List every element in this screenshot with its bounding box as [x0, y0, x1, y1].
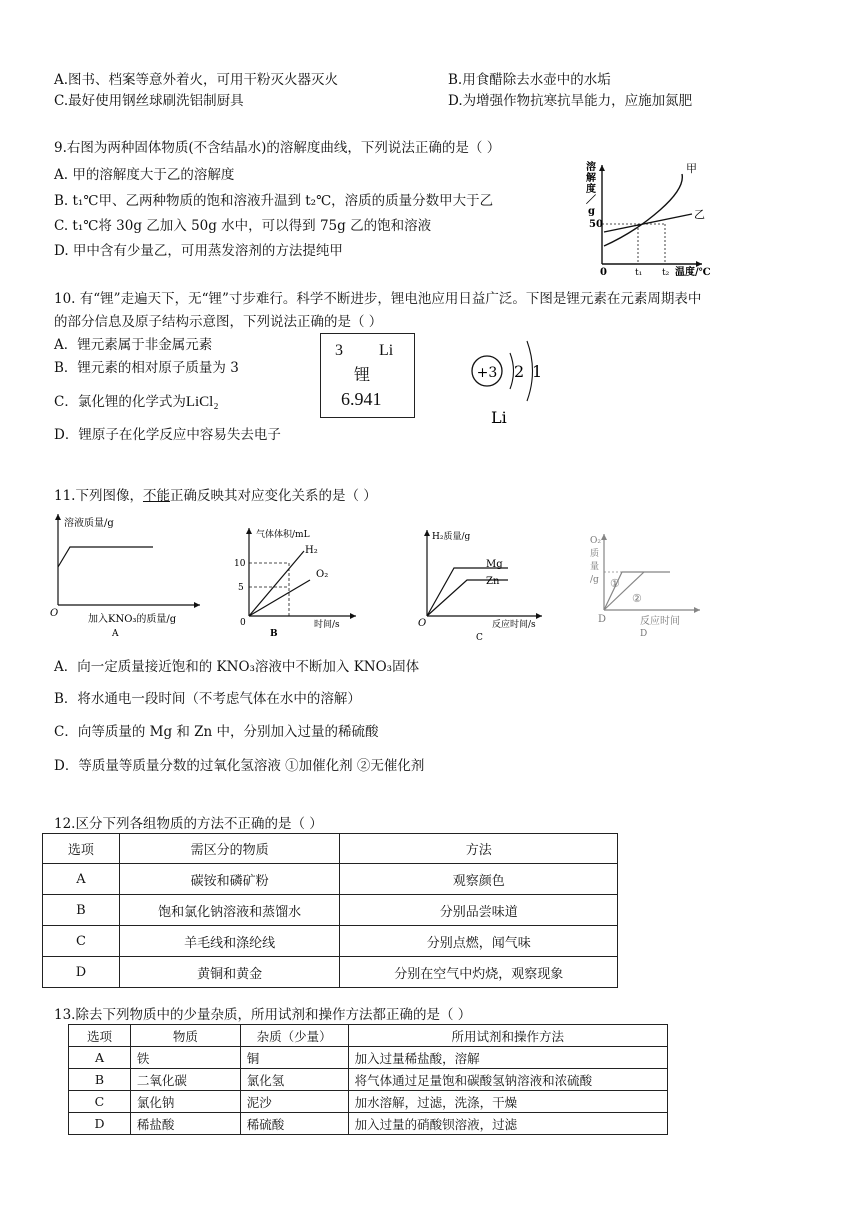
q10-option-b: B．锂元素的相对原子质量为 3 — [54, 360, 239, 376]
q11-option-a: A．向一定质量接近饱和的 KNO₃溶液中不断加入 KNO₃固体 — [54, 659, 420, 675]
q9-origin: 0 — [600, 267, 607, 278]
q11-stem: 11.下列图像，不能正确反映其对应变化关系的是（ ） — [54, 488, 377, 504]
q9-t2: t₂ — [662, 268, 670, 278]
shell-2-electrons: 1 — [532, 362, 543, 381]
table-cell: 黄铜和黄金 — [119, 957, 340, 988]
table-cell: C — [43, 926, 120, 957]
table-cell: 加入过量的硝酸钡溶液，过滤 — [348, 1113, 667, 1135]
q9-ylabel-5: g — [588, 206, 595, 217]
q10-option-d: D．锂原子在化学反应中容易失去电子 — [54, 427, 281, 443]
table-cell: 分别在空气中灼烧，观察现象 — [340, 957, 618, 988]
table-cell: 氯化钠 — [130, 1091, 240, 1113]
q9-xlabel: 温度/℃ — [675, 267, 711, 278]
q11d-ylabel-4: /g — [590, 575, 599, 585]
element-name: 锂 — [354, 365, 371, 384]
table-row — [43, 864, 618, 895]
table-cell: 分别品尝味道 — [340, 895, 618, 926]
q11d-ylabel-3: 量 — [590, 562, 600, 572]
table-cell: 加入过量稀盐酸，溶解 — [348, 1047, 667, 1069]
q9-y50: 50 — [589, 219, 603, 230]
q9-ylabel-2: 解 — [586, 173, 596, 184]
q11a-xlabel: 加入KNO₃的质量/g — [88, 614, 177, 625]
q9-option-d: D. 甲中含有少量乙，可用蒸发溶剂的方法提纯甲 — [54, 243, 343, 259]
q11b-y10: 10 — [234, 559, 246, 569]
nucleus-charge: +3 — [476, 365, 498, 381]
q11c-xlabel: 反应时间/s — [492, 620, 536, 630]
table-cell: C — [69, 1091, 131, 1113]
table-cell: A — [69, 1047, 131, 1069]
q11b-ylabel: 气体体积/mL — [256, 530, 310, 540]
q12-table — [42, 833, 618, 988]
table-row — [43, 895, 618, 926]
q9-ylabel-3: 度 — [586, 184, 596, 195]
q12-header-option: 选项 — [43, 834, 120, 864]
q9-option-a: A. 甲的溶解度大于乙的溶解度 — [54, 167, 235, 183]
table-row — [69, 1047, 668, 1069]
q11d-ylabel-1: O₂ — [590, 536, 601, 546]
q11d-c1: ① — [610, 577, 620, 590]
q10-stem-line2: 的部分信息及原子结构示意图，下列说法正确的是（ ） — [54, 314, 383, 330]
q11d-tag: D — [640, 629, 648, 639]
q11b-tag: B — [270, 629, 278, 639]
table-cell: 加水溶解，过滤，洗涤，干燥 — [348, 1091, 667, 1113]
q11b-xlabel: 时间/s — [314, 620, 340, 630]
table-cell: D — [69, 1113, 131, 1135]
lithium-element-cell — [320, 333, 415, 418]
q11-option-b: B．将水通电一段时间（不考虑气体在水中的溶解） — [54, 691, 361, 707]
q11c-mg: Mg — [486, 559, 503, 570]
table-row — [43, 926, 618, 957]
q11c-zn: Zn — [486, 576, 500, 587]
q11a-origin: O — [50, 608, 59, 619]
q9-stem: 9.右图为两种固体物质(不含结晶水)的溶解度曲线，下列说法正确的是（ ） — [54, 140, 501, 156]
q11d-c2: ② — [632, 592, 642, 605]
q8-option-a: A.图书、档案等意外着火，可用干粉灭火器灭火 — [54, 72, 339, 88]
table-cell: D — [43, 957, 120, 988]
q10-option-c: C．氯化锂的化学式为LiCl₂ — [54, 394, 219, 410]
q12-header-method: 方法 — [340, 834, 618, 864]
table-header-row — [43, 834, 618, 864]
q11c-ylabel: H₂质量/g — [432, 532, 471, 542]
q8-option-d: D.为增强作物抗寒抗旱能力，应施加氮肥 — [448, 93, 693, 109]
q9-ylabel-1: 溶 — [586, 162, 596, 173]
q11b-h2: H₂ — [305, 545, 318, 556]
q9-curve-jia — [604, 174, 682, 246]
table-cell: A — [43, 864, 120, 895]
table-cell: 泥沙 — [240, 1091, 348, 1113]
table-cell: 稀硫酸 — [240, 1113, 348, 1135]
q13-header-method: 所用试剂和操作方法 — [348, 1025, 667, 1047]
licl2-formula: LiCl₂ — [185, 394, 219, 410]
q9-ylabel-4: ／ — [586, 195, 596, 206]
q11c-origin: O — [418, 618, 427, 629]
q11a-ylabel: 溶液质量/g — [64, 518, 114, 529]
table-cell: 氯化氢 — [240, 1069, 348, 1091]
q11-option-d: D．等质量等质量分数的过氧化氢溶液 ①加催化剂 ②无催化剂 — [54, 758, 425, 774]
q11b-y5: 5 — [238, 583, 244, 593]
q11-graph-d — [590, 532, 710, 644]
element-symbol: Li — [379, 342, 394, 359]
table-cell: 铜 — [240, 1047, 348, 1069]
q12-header-substances: 需区分的物质 — [119, 834, 340, 864]
q9-t1: t₁ — [635, 268, 643, 278]
table-header-row — [69, 1025, 668, 1047]
q8-option-b: B.用食醋除去水壶中的水垢 — [448, 72, 611, 88]
q10-option-a: A．锂元素属于非金属元素 — [54, 337, 213, 353]
q13-header-impurity: 杂质（少量） — [240, 1025, 348, 1047]
atomic-mass: 6.941 — [341, 389, 382, 409]
q9-label-jia: 甲 — [686, 162, 697, 175]
q12-stem: 12.区分下列各组物质的方法不正确的是（ ） — [54, 816, 323, 832]
q9-option-b: B. t₁℃甲、乙两种物质的饱和溶液升温到 t₂℃，溶质的质量分数甲大于乙 — [54, 193, 494, 209]
shell-1-electrons: 2 — [514, 362, 525, 381]
q9-label-yi: 乙 — [694, 208, 705, 221]
q9-option-c: C. t₁℃将 30g 乙加入 50g 水中，可以得到 75g 乙的饱和溶液 — [54, 218, 432, 234]
table-cell: 观察颜色 — [340, 864, 618, 895]
q9-curve-yi — [604, 214, 692, 232]
q11b-o2: O₂ — [316, 569, 329, 580]
table-row — [69, 1091, 668, 1113]
table-row — [69, 1069, 668, 1091]
q10-stem-line1: 10. 有“锂”走遍天下，无“锂”寸步难行。科学不断进步，锂电池应用日益广泛。下图是锂元素在元素周期表中 — [54, 291, 702, 307]
table-cell: B — [43, 895, 120, 926]
q11-option-c: C．向等质量的 Mg 和 Zn 中，分别加入过量的稀硫酸 — [54, 724, 379, 740]
q11b-line-o2 — [249, 580, 310, 616]
table-cell: 铁 — [130, 1047, 240, 1069]
table-cell: 羊毛线和涤纶线 — [119, 926, 340, 957]
table-cell: B — [69, 1069, 131, 1091]
q13-header-option: 选项 — [69, 1025, 131, 1047]
table-cell: 分别点燃，闻气味 — [340, 926, 618, 957]
q13-header-substance: 物质 — [130, 1025, 240, 1047]
q11b-line-h2 — [249, 551, 304, 616]
q11-graph-c — [412, 528, 552, 644]
lithium-atom-structure — [462, 336, 552, 428]
q11-graph-a — [50, 512, 210, 642]
q11-graph-b — [232, 526, 362, 642]
q11b-origin: 0 — [240, 618, 246, 628]
table-cell: 将气体通过足量饱和碳酸氢钠溶液和浓硫酸 — [348, 1069, 667, 1091]
table-row — [69, 1113, 668, 1135]
q13-table — [68, 1024, 668, 1135]
q11d-xlabel: 反应时间 — [640, 616, 680, 627]
q11d-ylabel-2: 质 — [590, 549, 600, 559]
q11d-origin: D — [598, 614, 607, 625]
table-cell: 饱和氯化钠溶液和蒸馏水 — [119, 895, 340, 926]
table-row — [43, 957, 618, 988]
q11a-tag: A — [112, 629, 119, 639]
atom-label: Li — [491, 408, 507, 427]
q11c-tag: C — [476, 633, 483, 643]
table-cell: 稀盐酸 — [130, 1113, 240, 1135]
atomic-number: 3 — [335, 342, 343, 359]
q13-stem: 13.除去下列物质中的少量杂质，所用试剂和操作方法都正确的是（ ） — [54, 1007, 472, 1023]
table-cell: 二氧化碳 — [130, 1069, 240, 1091]
table-cell: 碳铵和磷矿粉 — [119, 864, 340, 895]
q9-solubility-graph — [580, 160, 730, 278]
q8-option-c: C.最好使用钢丝球刷洗铝制厨具 — [54, 93, 244, 109]
